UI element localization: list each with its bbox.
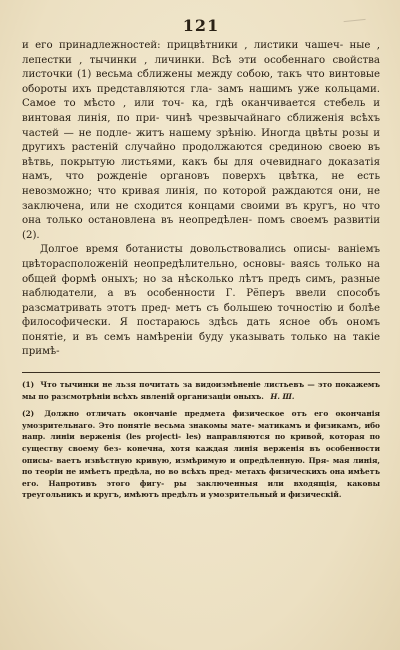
footnote xyxy=(22,408,380,501)
footnote-attribution: Н. Ш. xyxy=(270,391,295,401)
footnote-text: Должно отличать окончаніе предмета физическое отъ его окончанія умозрительнаго. Это понятіе весьма знакомы мате- матикамъ и физикамъ, ибо напр. линіи верженія (les projecti- les) направляются по кривой, которая по существу своему без- конечна, хотя каждая линія верженія въ особенности описы- ваетъ извѣстную кривую, измѣримую и опредѣленную. Пря- мая линія, по теоріи не имѣетъ предѣла, но во всѣхъ пред- метахъ физическихъ она имѣетъ его. Напротивъ этого фигу- ры заключенныя или входящія, каковы треугольникъ и кругъ, имѣютъ предѣлъ и умозрительный и физическій. xyxy=(22,409,381,500)
main-text xyxy=(22,39,380,360)
page-number: 121 xyxy=(182,16,220,35)
footnote-divider xyxy=(22,372,380,373)
footnotes xyxy=(22,379,380,501)
footnote xyxy=(22,379,380,402)
footnote-text: Что тычинки не льзя почитать за видоизмѣненіе листьевъ — это покажемъ мы по разсмотрѣніи всѣхъ явленій организаціи оныхъ. xyxy=(22,380,380,401)
paragraph: Долгое время ботанисты довольствовались описы- ваніемъ цвѣторасположеній неопредѣлительно, основы- ваясь только на общей формѣ оныхъ; но за нѣсколько лѣтъ предъ симъ, разные наблюдатели, а въ особенности Г. Рёперъ ввели способъ разсматривать этотъ пред- метъ съ большею точностію и болѣе философически. Я постараюсь здѣсь дать ясное объ ономъ понятіе, и въ семъ намѣреніи буду указывать только на такіе примѣ- xyxy=(22,244,380,358)
footnote-mark: (1) xyxy=(22,380,35,390)
paragraph: и его принадлежностей: прицвѣтники , листики чашеч- ные , лепестки , тычинки , личинки. Всѣ эти особеннаго свойства листочки (1) весьма сближены между собою, такъ что винтовые обороты ихъ представляются гла- замъ нашимъ уже кольцами. Самое то мѣсто , или точ- ка, гдѣ оканчивается стебель и винтовая линія, по при- чинѣ чрезвычайнаго сближенія всѣхъ частей — не подле- житъ нашему зрѣнію. Иногда цвѣты розы и другихъ растеній случайно продолжаются срединою своею въ вѣтвь, покрытую листьями, какъ бы для очевиднаго доказатія намъ, что рожденіе органовъ поверхъ цвѣтка, не есть невозможно; что кривая линія, по которой раждаются они, не заключена, или не сходится концами своими въ кругъ, но что она только остановлена въ неопредѣлен- помъ своемъ развитіи (2). xyxy=(22,40,380,241)
footnote-mark: (2) xyxy=(22,409,35,419)
